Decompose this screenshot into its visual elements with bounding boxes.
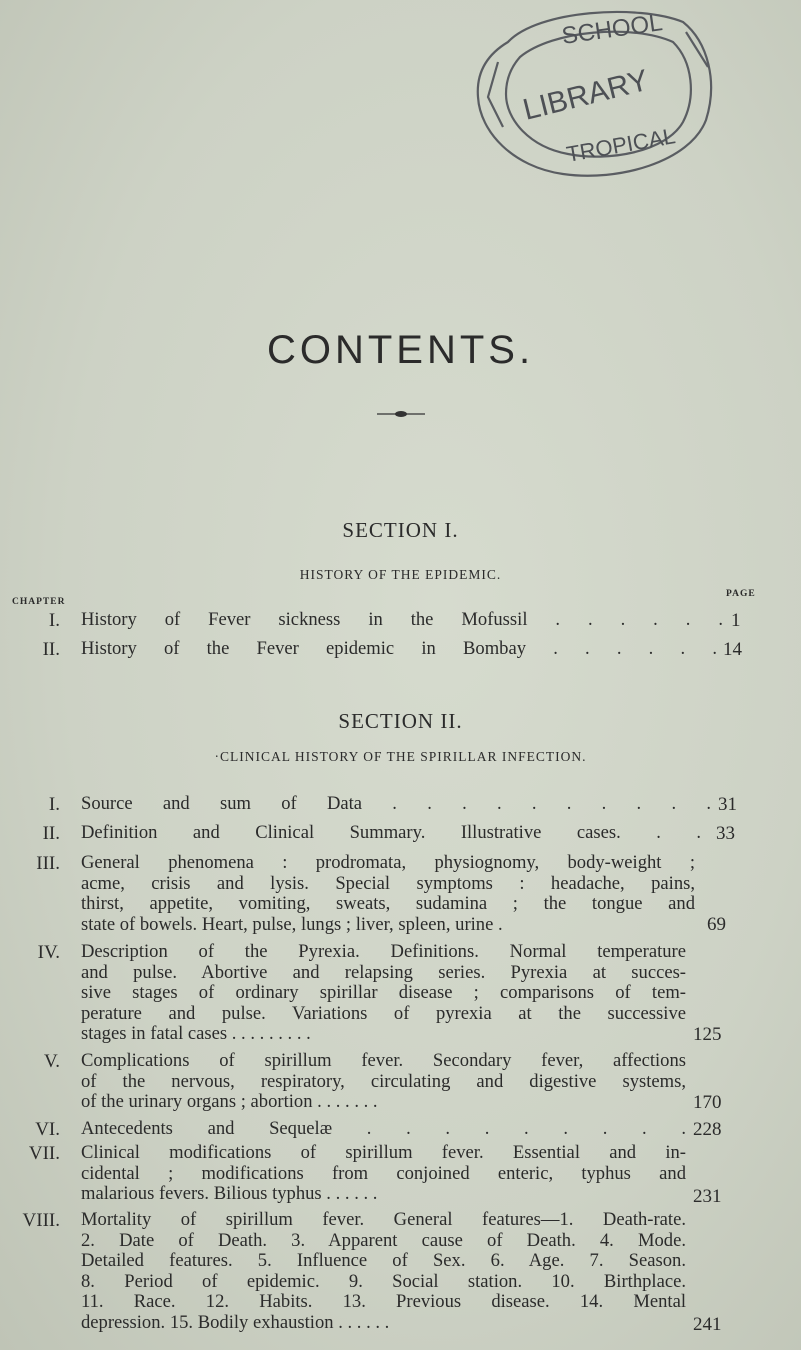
svg-text:SCHOOL: SCHOOL bbox=[560, 9, 665, 50]
chapter-number: I. bbox=[48, 794, 60, 815]
page-number: 1 bbox=[731, 610, 741, 631]
ornamental-rule bbox=[377, 407, 425, 421]
chapter-number: VI. bbox=[35, 1119, 60, 1140]
chapter-title: Clinical modifications of spirillum fever. Essential and in- cidental ; modifications from conjoined enteric, typhus and malarious fevers. Bilious typhus . . . . . . bbox=[81, 1143, 686, 1205]
page-number: 125 bbox=[693, 1024, 722, 1045]
chapter-number: II. bbox=[42, 823, 60, 844]
chapter-number: IV. bbox=[37, 942, 60, 963]
chapter-title: Antecedents and Sequelæ . . . . . . . . . bbox=[81, 1119, 686, 1139]
chapter-title: General phenomena : prodromata, physiognomy, body-weight ; acme, crisis and lysis. Special symptoms : headache, pains, thirst, appetite, vomiting, sweats, sudamina ; the tongue and state of bowels. Heart, pulse, lungs ; liver, spleen, urine . bbox=[81, 853, 695, 935]
chapter-number: VII. bbox=[28, 1143, 60, 1164]
svg-text:LIBRARY: LIBRARY bbox=[519, 63, 652, 127]
page-number: 33 bbox=[716, 823, 735, 844]
section-1-subtitle: HISTORY OF THE EPIDEMIC. bbox=[299, 567, 502, 582]
chapter-title: Definition and Clinical Summary. Illustrative cases. . . bbox=[81, 823, 701, 843]
chapter-title: Mortality of spirillum fever. General features—1. Death-rate. 2. Date of Death. 3. Apparent cause of Death. 4. Mode. Detailed features. 5. Influence of Sex. 6. Age. 7. Season. 8. Period of epidemic. 9. Social station. 10. Birthplace. 11. Race. 12. Habits. 13. Previous disease. 14. Mental depression. 15. Bodily exhaustion . . . . . . bbox=[81, 1210, 686, 1333]
page-column-header: PAGE bbox=[726, 589, 756, 599]
section-2-subtitle: ·CLINICAL HISTORY OF THE SPIRILLAR INFECTION. bbox=[214, 749, 587, 764]
page-number: 31 bbox=[718, 794, 737, 815]
contents-title: CONTENTS. bbox=[266, 328, 535, 372]
page-number: 69 bbox=[707, 914, 726, 935]
chapter-title: Description of the Pyrexia. Definitions. Normal temperature and pulse. Abortive and relapsing series. Pyrexia at succes- sive stages of ordinary spirillar disease ; comparisons of tem- perature and pulse. Variations of pyrexia at the successive stages in fatal cases . . . . . . . . . bbox=[81, 942, 686, 1045]
section-1-title: SECTION I. bbox=[342, 518, 459, 542]
chapter-number: V. bbox=[43, 1051, 60, 1072]
page-number: 241 bbox=[693, 1314, 722, 1335]
library-stamp bbox=[468, 2, 718, 184]
chapter-title: History of the Fever epidemic in Bombay . . . . . . bbox=[81, 639, 717, 659]
chapter-number: III. bbox=[36, 853, 60, 874]
page-number: 228 bbox=[693, 1119, 722, 1140]
chapter-column-header: CHAPTER bbox=[12, 597, 66, 607]
page-number: 231 bbox=[693, 1186, 722, 1207]
chapter-number: I. bbox=[48, 610, 60, 631]
chapter-number: VIII. bbox=[22, 1210, 60, 1231]
chapter-title: History of Fever sickness in the Mofussil . . . . . . bbox=[81, 610, 723, 630]
section-2-title: SECTION II. bbox=[338, 709, 463, 733]
chapter-title: Complications of spirillum fever. Secondary fever, affections of the nervous, respiratory, circulating and digestive systems, of the urinary organs ; abortion . . . . . . . bbox=[81, 1051, 686, 1113]
chapter-title: Source and sum of Data . . . . . . . . . . bbox=[81, 794, 711, 814]
page-number: 170 bbox=[693, 1092, 722, 1113]
page-number: 14 bbox=[723, 639, 742, 660]
svg-text:TROPICAL: TROPICAL bbox=[564, 123, 678, 167]
chapter-number: II. bbox=[42, 639, 60, 660]
